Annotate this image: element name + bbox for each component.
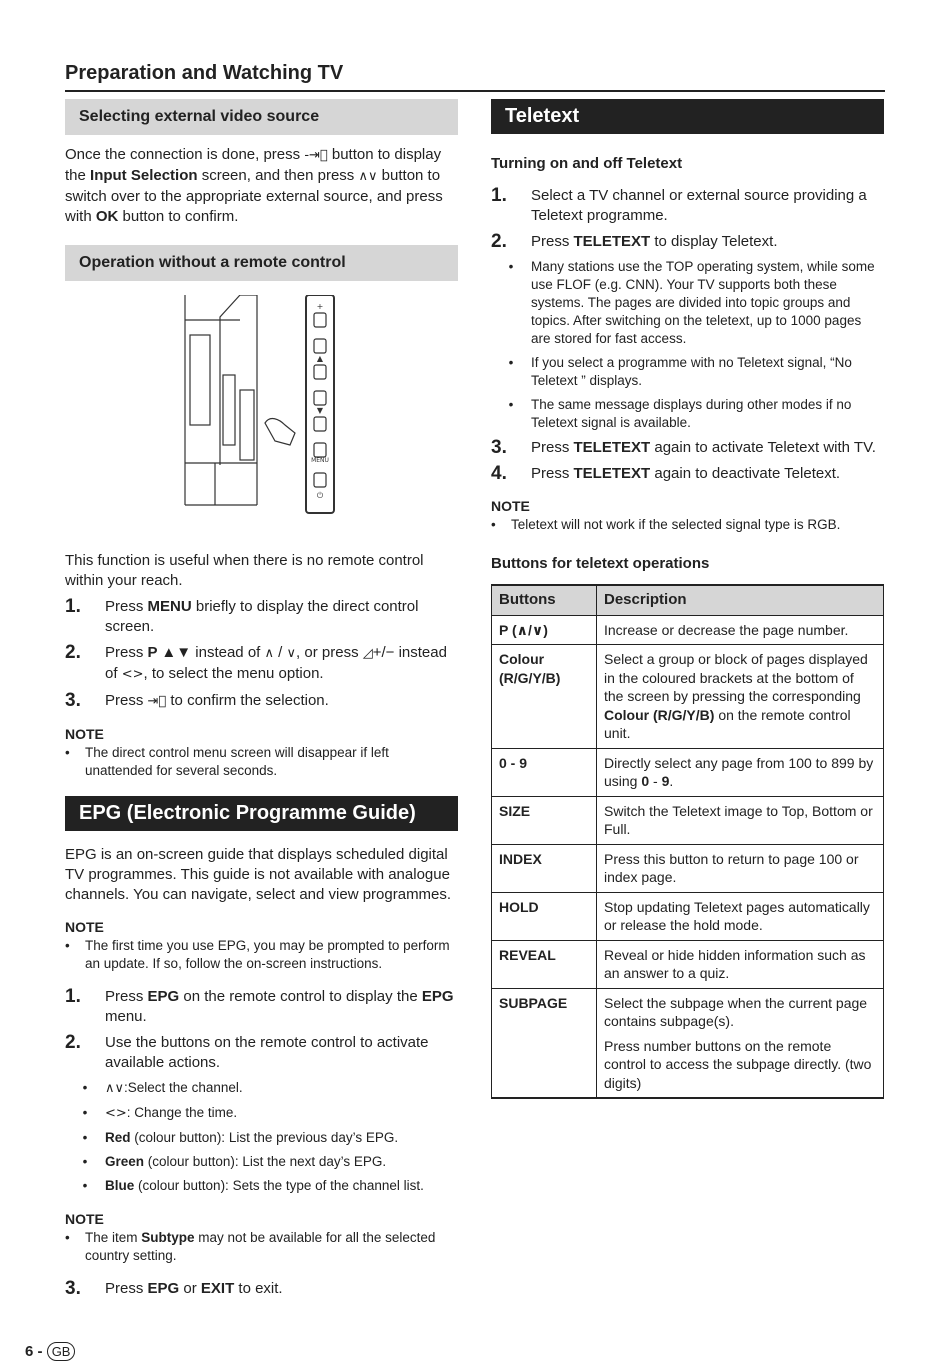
up-arrow-icon: ∧: [264, 646, 275, 661]
epg-bullet-red: • Red (colour button): List the previous day’s EPG.: [82, 1130, 399, 1145]
table-row: P (∧/∨) Increase or decrease the page number.: [492, 615, 884, 645]
right-column: [491, 99, 884, 1099]
epg-note1-label: NOTE: [65, 919, 104, 935]
epg-bullet-green: • Green (colour button): List the next day’s EPG.: [82, 1154, 387, 1169]
epg-bullet-blue: • Blue (colour button): Sets the type of the channel list.: [82, 1178, 424, 1193]
svg-text:▲: ▲: [316, 354, 324, 363]
no-remote-intro: This function is useful when there is no remote control within your reach.: [65, 552, 424, 589]
svg-text:+: +: [316, 302, 324, 311]
region-badge: GB: [47, 1342, 76, 1361]
no-remote-note-label: NOTE: [65, 726, 104, 742]
table-row: REVEAL Reveal or hide hidden information such as an answer to a quiz.: [492, 940, 884, 988]
teletext-note-label: NOTE: [491, 498, 530, 514]
epg-note2: • The item Subtype may not be available for all the selected country setting.: [65, 1230, 436, 1263]
epg-note2-label: NOTE: [65, 1211, 104, 1227]
up-down-arrows-icon: ∧∨: [105, 1081, 125, 1096]
table-row: SUBPAGE Select the subpage when the current page contains subpage(s). Press number buttons on the remote control to access the subpage directly. (two digits): [492, 988, 884, 1098]
left-right-arrows-icon: <>: [105, 1106, 127, 1121]
no-remote-heading: Operation without a remote control: [65, 245, 458, 281]
epg-heading: EPG (Electronic Programme Guide): [65, 796, 458, 831]
teletext-subheading-onoff: Turning on and off Teletext: [491, 155, 683, 172]
input-icon: -⇥⃞: [304, 148, 328, 163]
teletext-note: • Teletext will not work if the selected signal type is RGB.: [491, 517, 841, 532]
volume-icon: ◿: [362, 646, 373, 661]
panel-menu-label: MENU: [311, 457, 329, 464]
left-right-arrows-icon: <>: [121, 667, 144, 682]
external-source-heading: Selecting external video source: [65, 99, 458, 135]
teletext-heading: Teletext: [491, 99, 884, 134]
epg-step-1: 1. Press EPG on the remote control to display the EPG menu.: [65, 986, 454, 1025]
svg-text:⏻: ⏻: [316, 491, 324, 500]
epg-note1: • The first time you use EPG, you may be prompted to perform an update. If so, follow the on-screen instructions.: [65, 938, 450, 971]
epg-step-2: 2. Use the buttons on the remote control to activate available actions.: [65, 1032, 429, 1071]
tv-side-panel-illustration: [65, 295, 458, 527]
page-header: [65, 62, 885, 92]
no-remote-step-2: 2. Press P ▲▼ instead of ∧ / ∨, or press ◿+/− instead of <>, to select the menu option.: [65, 642, 447, 682]
teletext-step-3: 3. Press TELETEXT again to activate Teletext with TV.: [491, 437, 876, 458]
table-header-description: Description: [597, 585, 884, 615]
table-header-row: [492, 585, 884, 615]
epg-step-3: 3. Press EPG or EXIT to exit.: [65, 1278, 283, 1299]
left-column: [65, 99, 458, 1299]
teletext-step-4: 4. Press TELETEXT again to deactivate Teletext.: [491, 463, 841, 484]
epg-bullet-updown: • ∧∨:Select the channel.: [82, 1080, 243, 1096]
table-row: Colour (R/G/Y/B) Select a group or block of pages displayed in the coloured brackets at the bottom of the screen by pressing the corresponding Colour (R/G/Y/B) on the remote control unit.: [492, 645, 884, 749]
teletext-buttons-table: [491, 584, 884, 1099]
input-icon: ⇥⃞: [147, 694, 167, 709]
epg-bullet-leftright: • <>: Change the time.: [82, 1105, 238, 1121]
epg-intro: EPG is an on-screen guide that displays scheduled digital TV programmes. This guide is not available with analogue channels. You can navigate, select and view programmes.: [65, 846, 452, 903]
teletext-bullet: • Many stations use the TOP operating system, while some use FLOF (e.g. CNN). Your TV supports both these systems. The pages are divided into topic groups and topics. After switching on the teletext, up to 1000 pages are stored for fast access.: [508, 259, 875, 346]
teletext-step-1: 1. Select a TV channel or external source providing a Teletext programme.: [491, 185, 867, 224]
page-title: Preparation and Watching TV: [65, 62, 344, 84]
table-row: 0 - 9 Directly select any page from 100 to 899 by using 0 - 9.: [492, 748, 884, 796]
no-remote-note: • The direct control menu screen will disappear if left unattended for several seconds.: [65, 745, 389, 778]
no-remote-step-1: 1. Press MENU briefly to display the direct control screen.: [65, 596, 419, 635]
tv-illustration-svg: [65, 295, 458, 527]
table-header-buttons: Buttons: [492, 585, 597, 615]
table-row: HOLD Stop updating Teletext pages automatically or release the hold mode.: [492, 892, 884, 940]
teletext-subheading-buttons: Buttons for teletext operations: [491, 555, 710, 572]
table-row: INDEX Press this button to return to page 100 or index page.: [492, 844, 884, 892]
teletext-step-2: 2. Press TELETEXT to display Teletext.: [491, 231, 778, 252]
no-remote-step-3: 3. Press ⇥⃞ to confirm the selection.: [65, 690, 329, 711]
svg-text:▼: ▼: [316, 406, 324, 415]
table-row: SIZE Switch the Teletext image to Top, Bottom or Full.: [492, 796, 884, 844]
teletext-bullet: • The same message displays during other modes if no Teletext signal is available.: [508, 397, 852, 430]
up-down-arrows-icon: ∧∨: [358, 169, 378, 184]
page-number: 6 - GB: [25, 1342, 75, 1361]
teletext-bullet: • If you select a programme with no Teletext signal, “No Teletext ” displays.: [508, 355, 852, 388]
down-arrow-icon: ∨: [286, 646, 297, 661]
external-source-text: Once the connection is done, press -⇥⃞ button to display the Input Selection screen, and then press ∧∨ button to switch over to the appropriate external source, and press with OK button to confirm.: [65, 146, 443, 225]
